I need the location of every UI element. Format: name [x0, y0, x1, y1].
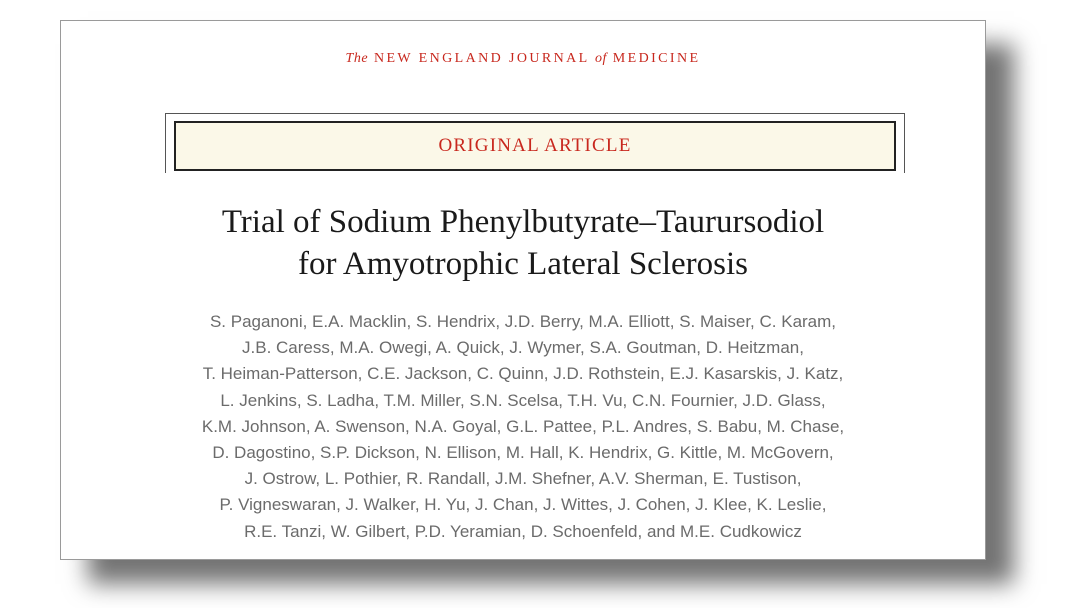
- author-line: J. Ostrow, L. Pothier, R. Randall, J.M. Shefner, A.V. Sherman, E. Tustison,: [244, 469, 802, 489]
- article-title: [61, 201, 985, 285]
- author-line: T. Heiman-Patterson, C.E. Jackson, C. Quinn, J.D. Rothstein, E.J. Kasarskis, J. Katz,: [202, 364, 844, 384]
- author-line: J.B. Caress, M.A. Owegi, A. Quick, J. Wymer, S.A. Goutman, D. Heitzman,: [242, 338, 804, 358]
- author-line: R.E. Tanzi, W. Gilbert, P.D. Yeramian, D. Schoenfeld, and M.E. Cudkowicz: [244, 521, 802, 541]
- journal-the: The: [345, 51, 369, 66]
- journal-name-part1: NEW ENGLAND JOURNAL: [373, 51, 590, 66]
- article-page: [60, 20, 986, 560]
- section-label: ORIGINAL ARTICLE: [438, 135, 632, 156]
- title-line: for Amyotrophic Lateral Sclerosis: [298, 246, 748, 282]
- author-line: D. Dagostino, S.P. Dickson, N. Ellison, M. Hall, K. Hendrix, G. Kittle, M. McGovern,: [212, 443, 834, 463]
- author-line: L. Jenkins, S. Ladha, T.M. Miller, S.N. Scelsa, T.H. Vu, C.N. Fournier, J.D. Glass,: [220, 390, 826, 410]
- journal-masthead: [61, 51, 985, 67]
- journal-name-part2: MEDICINE: [612, 51, 701, 66]
- author-line: S. Paganoni, E.A. Macklin, S. Hendrix, J.D. Berry, M.A. Elliott, S. Maiser, C. Karam,: [209, 312, 837, 331]
- author-line: K.M. Johnson, A. Swenson, N.A. Goyal, G.L. Pattee, P.L. Andres, S. Babu, M. Chase,: [201, 416, 845, 436]
- author-list: [61, 309, 985, 545]
- journal-of: of: [595, 51, 607, 66]
- title-line: Trial of Sodium Phenylbutyrate–Taurursodiol: [221, 204, 825, 240]
- author-line: P. Vigneswaran, J. Walker, H. Yu, J. Chan, J. Wittes, J. Cohen, J. Klee, K. Leslie,: [219, 495, 827, 515]
- section-label-box: [174, 121, 896, 171]
